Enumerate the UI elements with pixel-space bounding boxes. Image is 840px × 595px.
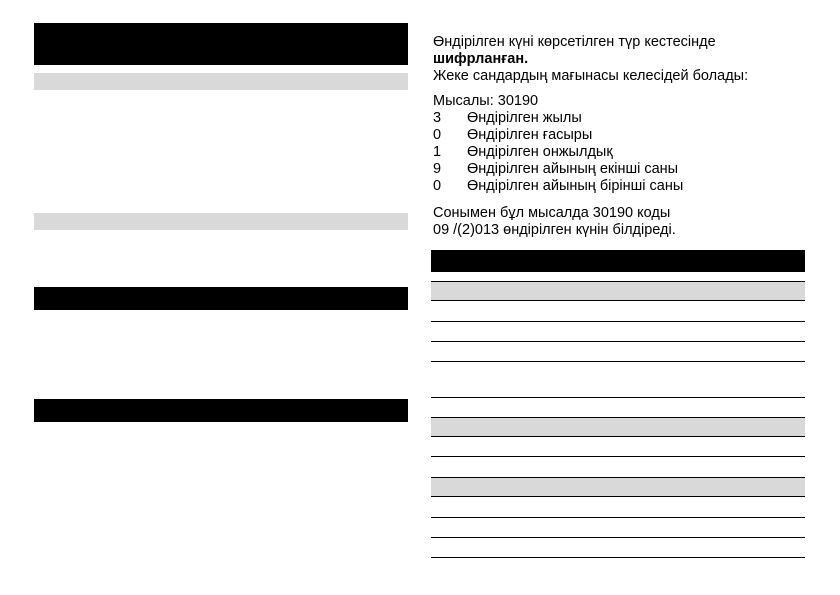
example-row: [433, 127, 683, 144]
left-subheader-band-1: [34, 73, 408, 90]
conclusion-line-1: Сонымен бұл мысалда 30190 коды: [433, 205, 671, 221]
table-row-divider: [431, 477, 805, 478]
example-digit: 0: [433, 178, 442, 194]
intro-line-1: Өндірілген күні көрсетілген түр кестесінде: [433, 34, 716, 50]
conclusion-line-2: 09 /(2)013 өндірілген күнін білдіреді.: [433, 222, 676, 238]
intro-paragraph: [433, 34, 748, 85]
example-title: Мысалы: 30190: [433, 93, 539, 109]
table-row-divider: [431, 496, 805, 497]
table-group-band-1: [431, 282, 805, 300]
left-subheader-band-2: [34, 213, 408, 230]
example-block: [433, 93, 683, 195]
table-row-divider: [431, 341, 805, 342]
table-row-divider: [431, 436, 805, 437]
intro-line-2: шифрланған.: [433, 51, 529, 67]
table-row-divider: [431, 300, 805, 301]
left-section-band-2: [34, 399, 408, 422]
conclusion-paragraph: [433, 205, 676, 239]
example-meaning: Өндірілген жылы: [467, 110, 582, 126]
table-row-divider: [431, 397, 805, 398]
table-group-band-3: [431, 478, 805, 496]
example-digit: 1: [433, 144, 442, 160]
table-row-divider: [431, 517, 805, 518]
table-row-divider: [431, 537, 805, 538]
example-digit: 0: [433, 127, 442, 143]
table-header-band: [431, 250, 805, 272]
table-row-divider: [431, 417, 805, 418]
example-row: [433, 144, 683, 161]
intro-line-3: Жеке сандардың мағынасы келесідей болады:: [433, 68, 749, 84]
example-digit: 9: [433, 161, 442, 177]
example-digit: 3: [433, 110, 442, 126]
example-row: [433, 178, 683, 195]
table-row-divider: [431, 281, 805, 282]
table-row-divider: [431, 361, 805, 362]
table-group-band-2: [431, 418, 805, 436]
example-row: [433, 110, 683, 127]
example-meaning: Өндірілген ғасыры: [467, 127, 593, 143]
left-section-band-1: [34, 287, 408, 310]
example-row: [433, 161, 683, 178]
example-meaning: Өндірілген айының бірінші саны: [467, 178, 684, 194]
example-meaning: Өндірілген айының екінші саны: [467, 161, 679, 177]
table-row-divider: [431, 321, 805, 322]
example-meaning: Өндірілген онжылдық: [467, 144, 613, 160]
table-row-divider: [431, 456, 805, 457]
left-header-band-top: [34, 23, 408, 65]
table-row-divider: [431, 557, 805, 558]
